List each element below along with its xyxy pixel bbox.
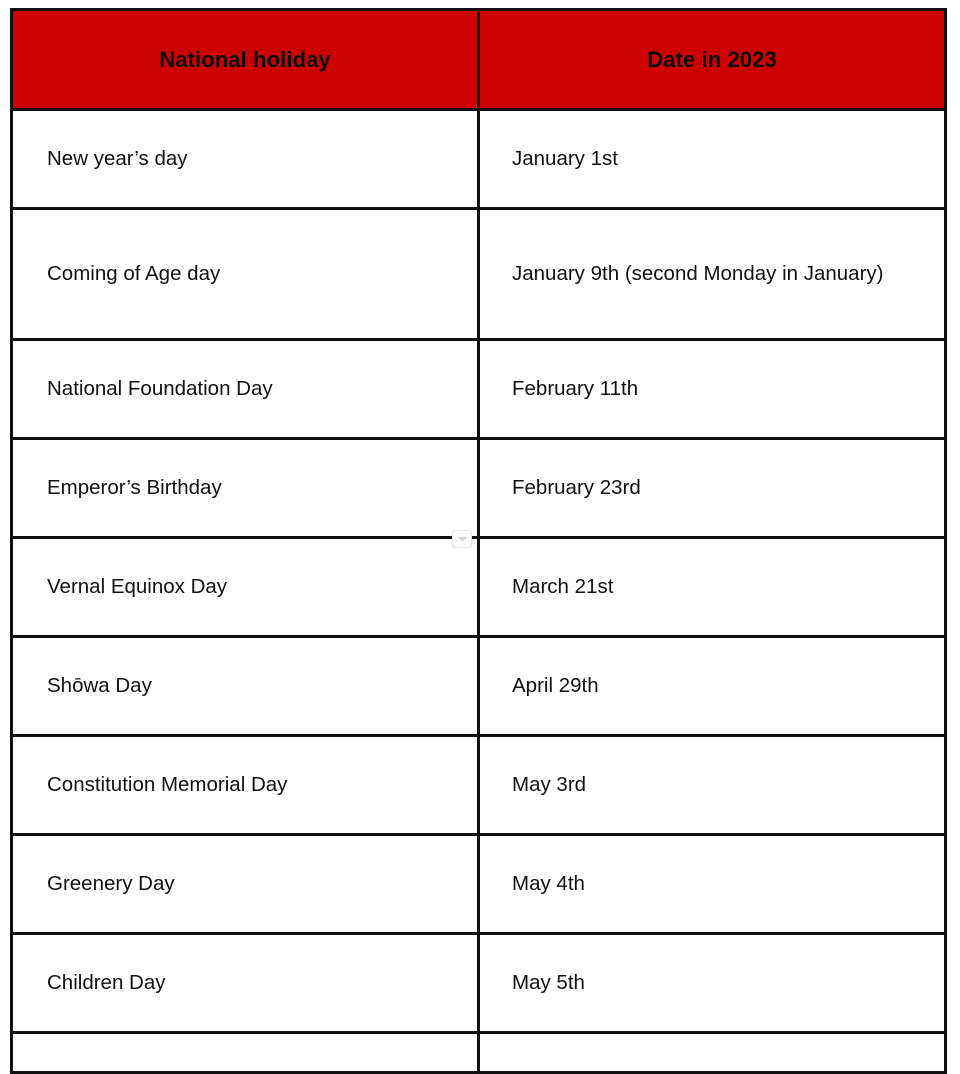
table-row (12, 637, 946, 736)
table-header-row (12, 10, 946, 110)
holiday-date-text: May 3rd (512, 773, 587, 797)
chevron-down-icon-button[interactable] (452, 530, 472, 548)
holiday-name-text: Children Day (47, 971, 166, 995)
cell-holiday-date (479, 340, 946, 439)
cell-holiday-date (479, 934, 946, 1033)
holiday-date-text: March 21st (512, 575, 614, 599)
holiday-name-text: National Foundation Day (47, 377, 273, 401)
column-header-national-holiday: National holiday (12, 10, 479, 110)
holiday-date-text: February 23rd (512, 476, 641, 500)
table-row-truncated (12, 1033, 946, 1073)
table-row (12, 209, 946, 340)
table-header (12, 10, 946, 110)
cell-holiday-name (12, 340, 479, 439)
table-row (12, 835, 946, 934)
chevron-down-icon (457, 536, 468, 543)
table-body (12, 110, 946, 1073)
holiday-table-container (10, 8, 944, 1074)
table-row (12, 340, 946, 439)
cell-holiday-name (12, 439, 479, 538)
cell-holiday-date (479, 1033, 946, 1073)
holiday-date-text: April 29th (512, 674, 599, 698)
column-header-date: Date in 2023 (479, 10, 946, 110)
cell-holiday-name (12, 1033, 479, 1073)
holiday-date-text: May 5th (512, 971, 585, 995)
cell-holiday-date (479, 439, 946, 538)
holiday-name-text: Coming of Age day (47, 262, 221, 286)
cell-holiday-name (12, 835, 479, 934)
cell-holiday-name (12, 209, 479, 340)
table-row (12, 439, 946, 538)
table-row (12, 538, 946, 637)
cell-holiday-date (479, 538, 946, 637)
cell-holiday-date (479, 637, 946, 736)
cell-holiday-date (479, 110, 946, 209)
table-row (12, 110, 946, 209)
cell-holiday-name (12, 736, 479, 835)
holiday-date-text: January 9th (second Monday in January) (512, 262, 884, 286)
holiday-name-text: Constitution Memorial Day (47, 773, 288, 797)
holiday-name-text: Emperor’s Birthday (47, 476, 222, 500)
cell-holiday-date (479, 209, 946, 340)
holiday-name-text: Shōwa Day (47, 674, 152, 698)
cell-holiday-name (12, 637, 479, 736)
cell-holiday-name (12, 934, 479, 1033)
cell-holiday-date (479, 835, 946, 934)
holiday-date-text: May 4th (512, 872, 585, 896)
holiday-name-text: New year’s day (47, 147, 188, 171)
table-row (12, 934, 946, 1033)
holiday-date-text: February 11th (512, 377, 639, 401)
cell-holiday-name (12, 110, 479, 209)
holiday-name-text: Vernal Equinox Day (47, 575, 228, 599)
table-row (12, 736, 946, 835)
national-holiday-table (10, 8, 947, 1074)
holiday-date-text: January 1st (512, 147, 618, 171)
holiday-name-text: Greenery Day (47, 872, 175, 896)
cell-holiday-name (12, 538, 479, 637)
cell-holiday-date (479, 736, 946, 835)
